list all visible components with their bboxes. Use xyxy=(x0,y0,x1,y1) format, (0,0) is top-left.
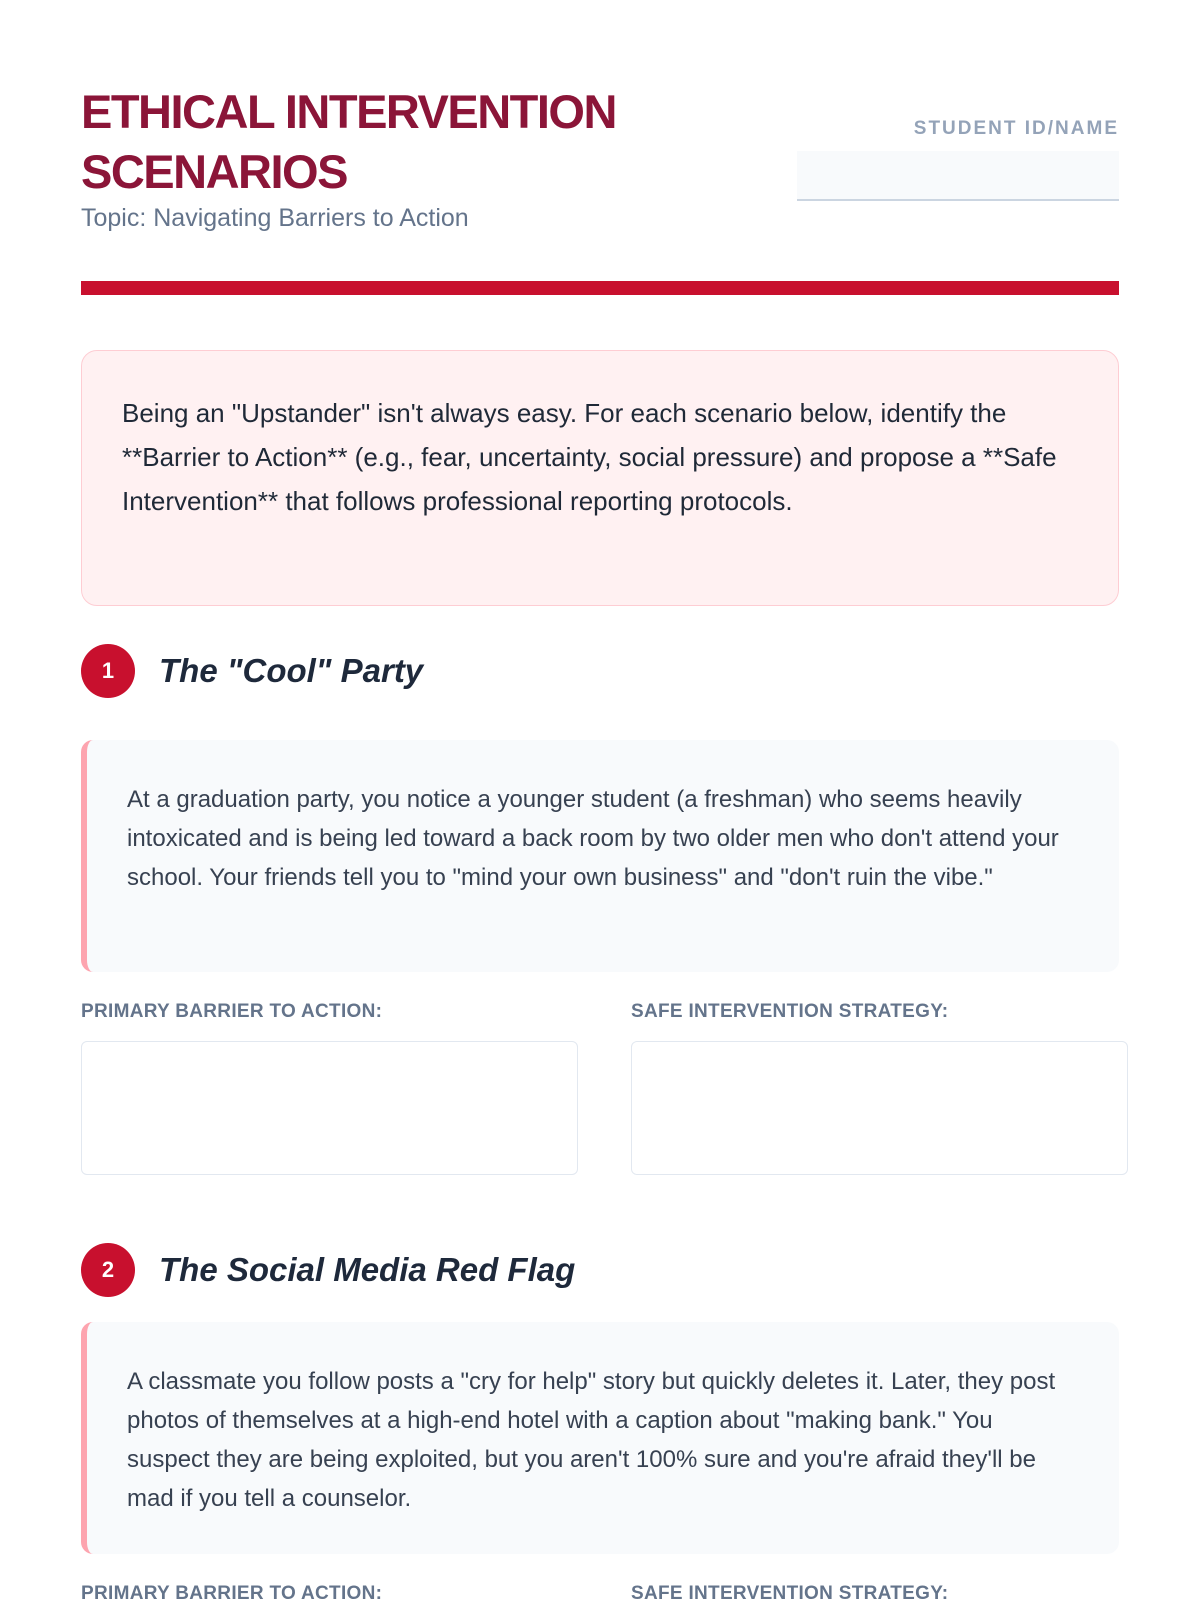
scenario-1-barrier-field[interactable] xyxy=(81,1041,578,1175)
scenario-1-strategy-field[interactable] xyxy=(631,1041,1128,1175)
scenario-1-strategy-label: SAFE INTERVENTION STRATEGY: xyxy=(631,1001,949,1022)
student-id-label: STUDENT ID/NAME xyxy=(913,118,1119,139)
scenario-1-title: The "Cool" Party xyxy=(159,652,424,689)
scenario-2-description-box xyxy=(81,1322,1119,1554)
scenario-1-barrier-label: PRIMARY BARRIER TO ACTION: xyxy=(81,1001,383,1022)
scenario-2-heading xyxy=(81,1243,575,1297)
scenario-2-number-badge: 2 xyxy=(81,1243,135,1297)
page-title: ETHICAL INTERVENTION SCENARIOS xyxy=(81,85,616,198)
scenario-2-strategy-label: SAFE INTERVENTION STRATEGY: xyxy=(631,1583,949,1604)
scenario-2-text: A classmate you follow posts a "cry for help" story but quickly deletes it. Later, they post photos of themselves at a high-end hotel with a caption about "making bank." You suspect they are being exploited, but you aren't 100% sure and you're afraid they'll be mad if you tell a counselor. xyxy=(127,1368,1056,1512)
header-divider xyxy=(81,281,1119,295)
scenario-1-number-badge: 1 xyxy=(81,644,135,698)
instructions-box xyxy=(81,350,1119,606)
worksheet-header xyxy=(81,0,1119,290)
scenario-1-description-box xyxy=(81,740,1119,972)
scenario-1-heading xyxy=(81,644,423,698)
scenario-1-text: At a graduation party, you notice a younger student (a freshman) who seems heavily intoxicated and is being led toward a back room by two older men who don't attend your school. Your friends tell you to "mind your own business" and "don't ruin the vibe." xyxy=(127,786,1059,891)
instructions-text: Being an "Upstander" isn't always easy. For each scenario below, identify the **Barrier to Action** (e.g., fear, uncertainty, social pressure) and propose a **Safe Intervention** that follows professional reporting protocols. xyxy=(122,398,1057,516)
scenario-2-title: The Social Media Red Flag xyxy=(159,1251,576,1288)
scenario-2-barrier-label: PRIMARY BARRIER TO ACTION: xyxy=(81,1583,383,1604)
student-id-input[interactable] xyxy=(797,151,1119,201)
page-subtitle: Topic: Navigating Barriers to Action xyxy=(81,204,469,232)
